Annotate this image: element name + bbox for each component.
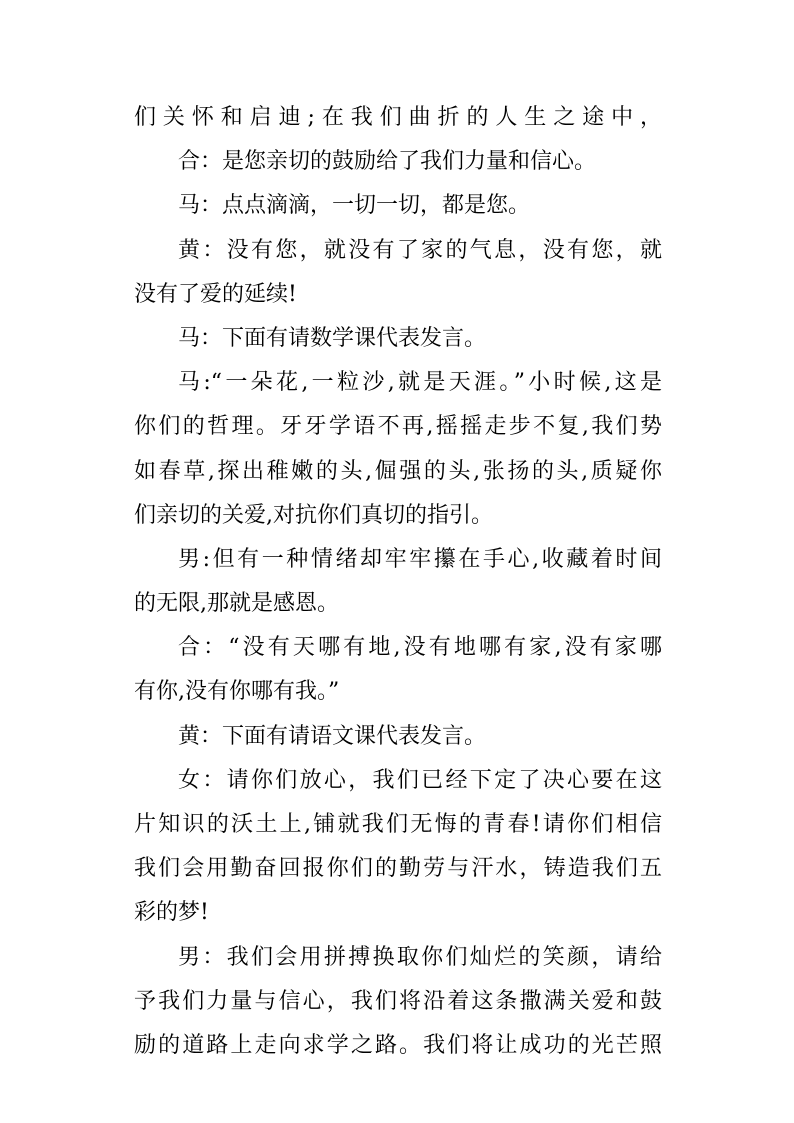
text-line: 没有了爱的延续! — [134, 281, 297, 307]
text-line: 们亲切的关爱,对抗你们真切的指引。 — [134, 502, 493, 528]
body-text — [134, 96, 662, 1068]
text-line: 马：下面有请数学课代表发言。 — [178, 325, 487, 351]
text-line: 励的道路上走向求学之路。我们将让成功的光芒照 — [134, 1032, 662, 1058]
text-line: 你们的哲理。牙牙学语不再,摇摇走步不复,我们势 — [134, 414, 662, 440]
text-line: 黄：没有您，就没有了家的气息，没有您，就 — [178, 237, 662, 263]
text-line: 黄：下面有请语文课代表发言。 — [178, 723, 487, 749]
text-line: 合：“没有天哪有地,没有地哪有家,没有家哪 — [178, 635, 662, 661]
text-line: 马:“一朵花,一粒沙,就是天涯。”小时候,这是 — [178, 370, 662, 396]
text-line: 有你,没有你哪有我。” — [134, 679, 340, 705]
text-line: 片知识的沃土上,铺就我们无悔的青春!请你们相信 — [134, 812, 662, 837]
text-line: 马：点点滴滴，一切一切，都是您。 — [178, 193, 531, 219]
text-line: 们关怀和启迪;在我们曲折的人生之途中， — [134, 105, 662, 130]
text-line: 我们会用勤奋回报你们的勤劳与汗水，铸造我们五 — [134, 856, 662, 882]
text-line: 女：请你们放心，我们已经下定了决心要在这 — [178, 767, 662, 793]
text-line: 合：是您亲切的鼓励给了我们力量和信心。 — [178, 149, 597, 175]
text-line: 男:但有一种情绪却牢牢攥在手心,收藏着时间 — [178, 546, 662, 572]
text-line: 彩的梦! — [134, 900, 209, 926]
text-line: 男：我们会用拼搏换取你们灿烂的笑颜，请给 — [178, 944, 662, 970]
text-line: 如春草,探出稚嫩的头,倔强的头,张扬的头,质疑你 — [134, 458, 662, 484]
text-line: 的无限,那就是感恩。 — [134, 591, 339, 617]
text-line: 予我们力量与信心，我们将沿着这条撒满关爱和鼓 — [134, 988, 662, 1014]
